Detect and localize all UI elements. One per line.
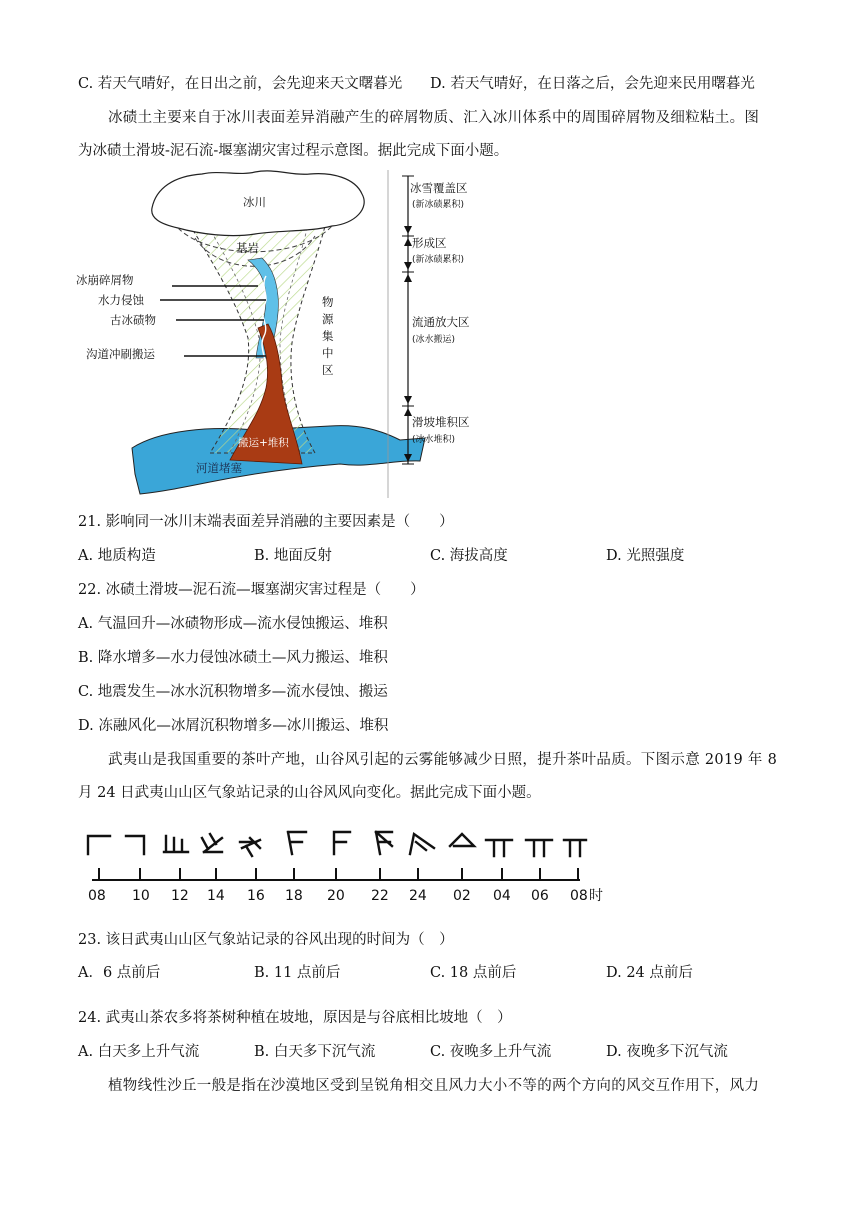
q22-option-d: D. 冻融风化—冰屑沉积物增多—冰川搬运、堆积 <box>78 718 389 734</box>
q23-option-a: A．6 点前后 <box>78 965 161 981</box>
tick-label: 22 <box>371 888 389 904</box>
source-area-char-5: 区 <box>322 363 334 377</box>
zone-1-sub: (新冰碛累积) <box>412 200 465 210</box>
passage-dune-line1: 植物线性沙丘一般是指在沙漠地区受到呈锐角相交且风力大小不等的两个方向的风交互作用下，风力 <box>108 1078 760 1094</box>
label-ice-debris: 冰崩碎屑物 <box>76 273 134 287</box>
tick-label: 18 <box>285 888 303 904</box>
wind-symbol-22 <box>376 832 392 854</box>
q24-option-b: B. 白天多下沉气流 <box>254 1044 376 1060</box>
tick-label: 08 <box>570 888 588 904</box>
q24-option-a: A. 白天多上升气流 <box>78 1044 200 1060</box>
wind-symbol-02 <box>450 834 474 846</box>
q21-option-d: D. 光照强度 <box>606 548 685 564</box>
tick-label: 12 <box>171 888 189 904</box>
zone-3-name: 流通放大区 <box>412 315 470 329</box>
tick-label: 04 <box>493 888 511 904</box>
q24-stem: 24. 武夷山茶农多将茶树种植在坡地，原因是与谷底相比坡地（ ） <box>78 1010 512 1026</box>
wind-symbol-12 <box>164 836 188 852</box>
wind-symbol-20 <box>334 832 350 854</box>
wind-symbol-08 <box>88 836 110 854</box>
source-area-char-4: 中 <box>322 346 334 360</box>
passage-wuyi-line2: 月 24 日武夷山山区气象站记录的山谷风风向变化。据此完成下面小题。 <box>78 785 541 801</box>
wind-symbol-10 <box>126 836 144 854</box>
tick-label: 02 <box>453 888 471 904</box>
source-area-char-3: 集 <box>322 329 334 343</box>
wind-symbol-24 <box>410 834 434 854</box>
wind-symbol-16 <box>240 838 260 856</box>
q22-option-a: A. 气温回升—冰碛物形成—流水侵蚀搬运、堆积 <box>78 616 388 632</box>
q23-option-d: D. 24 点前后 <box>606 965 693 981</box>
q20-option-d: D. 若天气晴好，在日落之后，会先迎来民用曙暮光 <box>430 76 755 92</box>
bedrock-label: 基岩 <box>236 241 259 255</box>
q21-option-c: C. 海拔高度 <box>430 548 508 564</box>
q23-stem: 23. 该日武夷山山区气象站记录的谷风出现的时间为（ ） <box>78 932 454 948</box>
label-channel-scour: 沟道冲刷搬运 <box>86 347 155 361</box>
wind-direction-timeline <box>70 816 630 906</box>
wind-symbol-04 <box>486 840 512 856</box>
glacier-disaster-diagram <box>70 168 490 500</box>
source-area-char-2: 源 <box>322 312 334 326</box>
label-hydraulic-erosion: 水力侵蚀 <box>98 293 144 307</box>
tick-label: 08 <box>88 888 106 904</box>
q21-stem: 21. 影响同一冰川末端表面差异消融的主要因素是（ ） <box>78 514 454 530</box>
wind-symbol-06 <box>526 840 552 856</box>
tick-label: 14 <box>207 888 225 904</box>
zone-1-name: 冰雪覆盖区 <box>410 181 468 195</box>
transport-deposit-label: 搬运+堆积 <box>238 437 289 449</box>
label-ancient-moraine: 古冰碛物 <box>110 313 156 327</box>
source-area-char-1: 物 <box>322 295 334 309</box>
q20-option-c: C. 若天气晴好，在日出之前，会先迎来天文曙暮光 <box>78 76 403 92</box>
tick-label: 10 <box>132 888 150 904</box>
zone-3-sub: (冰水搬运) <box>412 335 456 345</box>
glacier-label: 冰川 <box>243 195 266 209</box>
wind-symbols <box>88 832 586 856</box>
q23-option-b: B. 11 点前后 <box>254 965 341 981</box>
q24-option-c: C. 夜晚多上升气流 <box>430 1044 552 1060</box>
axis-ticks <box>99 868 578 880</box>
zone-2-name: 形成区 <box>412 236 447 250</box>
passage-wuyi-line1: 武夷山是我国重要的茶叶产地，山谷风引起的云雾能够减少日照，提升茶叶品质。下图示意 2019 年 8 <box>108 752 778 768</box>
q21-option-a: A. 地质构造 <box>78 548 156 564</box>
wind-symbol-08-next <box>564 840 586 856</box>
q23-option-c: C. 18 点前后 <box>430 965 517 981</box>
tick-label: 24 <box>409 888 427 904</box>
q24-option-d: D. 夜晚多下沉气流 <box>606 1044 728 1060</box>
zone-4-name: 滑坡堆积区 <box>412 415 470 429</box>
q22-option-b: B. 降水增多—水力侵蚀冰碛土—风力搬运、堆积 <box>78 650 388 666</box>
river-block-label: 河道堵塞 <box>196 461 242 475</box>
zone-2-sub: (新冰碛累积) <box>412 255 465 265</box>
wind-symbol-14 <box>202 834 222 852</box>
tick-label: 06 <box>531 888 549 904</box>
q21-option-b: B. 地面反射 <box>254 548 332 564</box>
wind-symbol-18 <box>288 832 306 854</box>
axis-unit: 时 <box>589 888 603 904</box>
passage-glacier-line2: 为冰碛土滑坡-泥石流-堰塞湖灾害过程示意图。据此完成下面小题。 <box>78 143 509 159</box>
tick-label: 20 <box>327 888 345 904</box>
passage-glacier-line1: 冰碛土主要来自于冰川表面差异消融产生的碎屑物质、汇入冰川体系中的周围碎屑物及细粒粘土。图 <box>108 110 760 126</box>
q22-option-c: C. 地震发生—冰水沉积物增多—流水侵蚀、搬运 <box>78 684 388 700</box>
q22-stem: 22. 冰碛土滑坡—泥石流—堰塞湖灾害过程是（ ） <box>78 582 425 598</box>
zone-4-sub: (冰水堆积) <box>412 435 456 445</box>
tick-label: 16 <box>247 888 265 904</box>
